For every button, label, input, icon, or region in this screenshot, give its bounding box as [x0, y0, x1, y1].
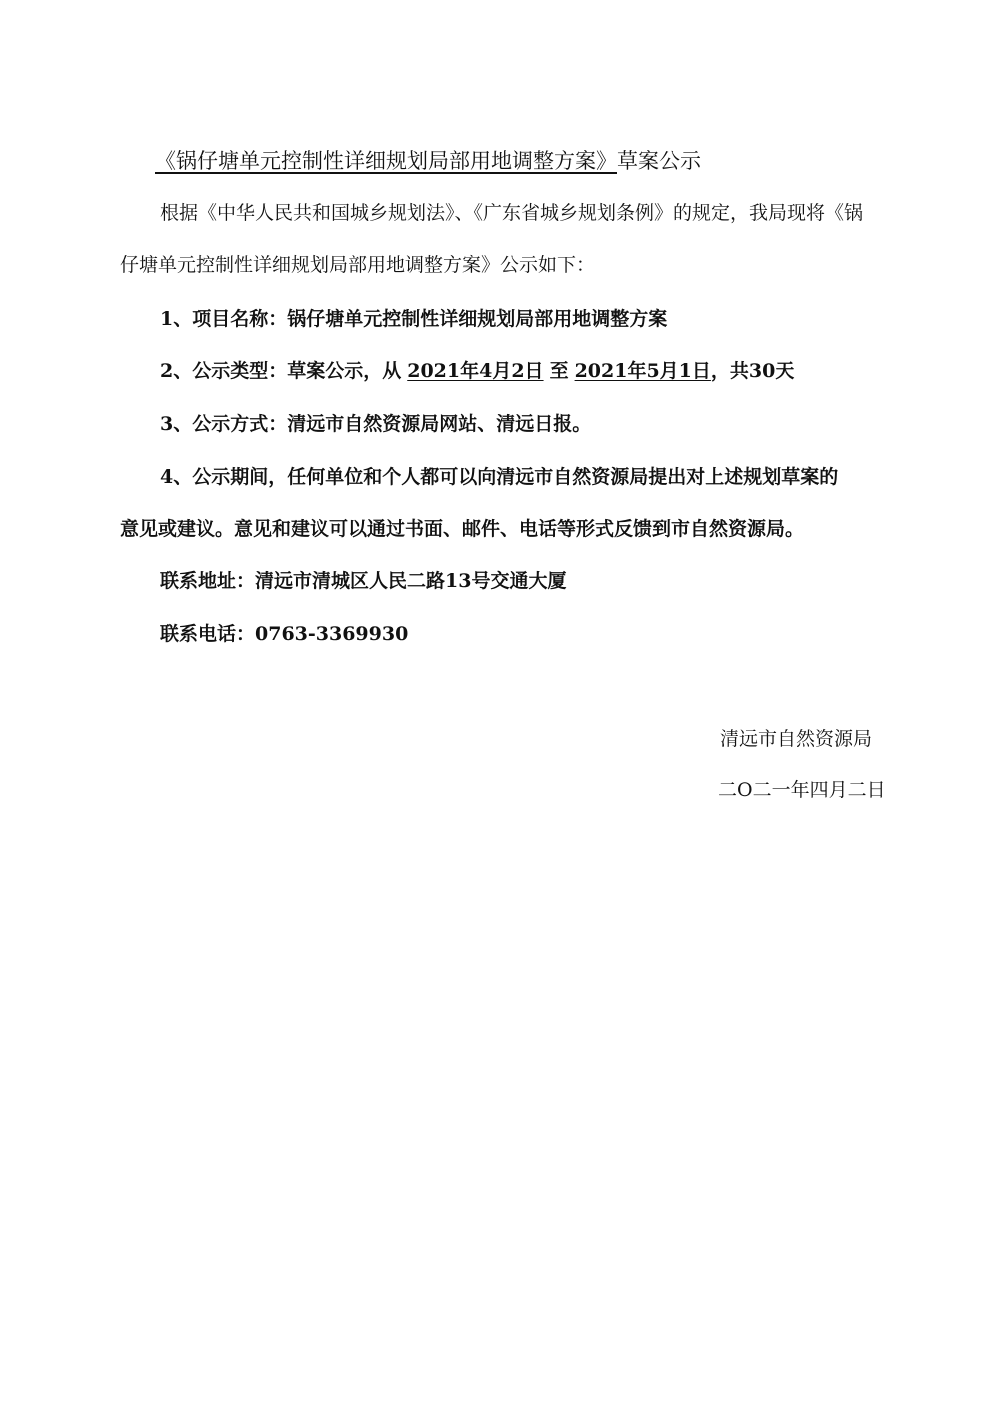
end-date: 2021年5月1日	[574, 360, 711, 382]
intro-paragraph-line-2: 仔塘单元控制性详细规划局部用地调整方案》公示如下：	[120, 254, 596, 276]
title-plan-name: 《锅仔塘单元控制性详细规划局部用地调整方案》	[155, 149, 617, 173]
intro-paragraph-line-1: 根据《中华人民共和国城乡规划法》、《广东省城乡规划条例》的规定，我局现将《锅	[160, 202, 864, 224]
contact-phone: 联系电话：0763-3369930	[160, 623, 409, 645]
issue-date: 二O二一年四月二日	[718, 779, 886, 801]
start-date: 2021年4月2日	[407, 360, 544, 382]
issuer-name: 清远市自然资源局	[720, 728, 873, 750]
publicity-duration: ，共30天	[710, 360, 795, 382]
contact-address: 联系地址：清远市清城区人民二路13号交通大厦	[160, 570, 567, 592]
item-publicity-method: 3、公示方式：清远市自然资源局网站、清远日报。	[160, 413, 592, 435]
item-feedback-line-2: 意见或建议。意见和建议可以通过书面、邮件、电话等形式反馈到市自然资源局。	[120, 518, 805, 540]
document-title	[155, 146, 701, 176]
item-project-name: 1、项目名称：锅仔塘单元控制性详细规划局部用地调整方案	[160, 308, 668, 330]
date-range-separator: 至	[549, 360, 569, 382]
title-suffix: 草案公示	[617, 149, 701, 173]
item-publicity-type	[160, 358, 794, 384]
item-feedback-line-1: 4、公示期间，任何单位和个人都可以向清远市自然资源局提出对上述规划草案的	[160, 466, 839, 488]
item-publicity-type-prefix: 2、公示类型：草案公示，从	[160, 360, 402, 382]
